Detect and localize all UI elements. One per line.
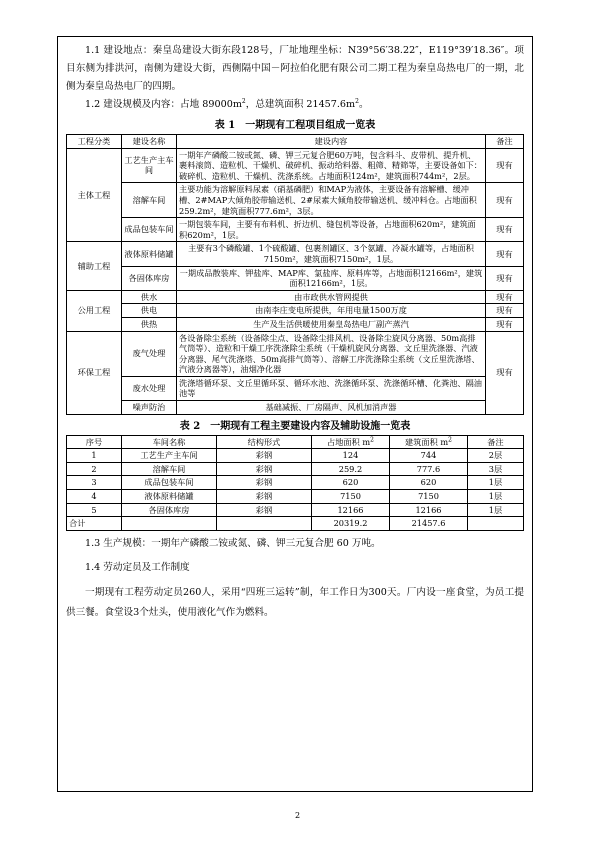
cell: 7150 [312, 490, 390, 504]
category-cell: 环保工程 [67, 331, 122, 414]
cell: 12166 [312, 503, 390, 517]
total-label: 合计 [67, 517, 122, 531]
table-row [67, 331, 524, 376]
cell: 777.6 [390, 462, 468, 476]
content-cell: 生产及生活供暖使用秦皇岛热电厂副产蒸汽 [177, 317, 486, 331]
sup-2: 2 [448, 435, 452, 443]
table2-header-cell [312, 435, 390, 449]
table2-header-cell [390, 435, 468, 449]
name-cell: 供水 [122, 290, 177, 304]
content-cell: 洗涤塔循环泵、文丘里循环泵、循环水池、洗涤循环泵、洗涤循环槽、化粪池、隔油池等 [177, 376, 486, 400]
name-cell: 成品包装车间 [122, 218, 177, 242]
note-cell: 现有 [486, 317, 524, 331]
total-land-area: 20319.2 [312, 517, 390, 531]
cell: 成品包装车间 [122, 476, 217, 490]
name-cell: 噪声防治 [122, 401, 177, 415]
sup-2: 2 [370, 435, 374, 443]
note-cell: 现有 [486, 183, 524, 218]
cell: 工艺生产主车间 [122, 449, 217, 463]
table-row [67, 401, 524, 415]
table-row [67, 449, 524, 463]
table-row [67, 317, 524, 331]
cell: 液体原料储罐 [122, 490, 217, 504]
cell: 744 [390, 449, 468, 463]
table-row [67, 304, 524, 318]
content-cell: 一期包装车间，主要有布料机、折边机、缝包机等设备，占地面积620m²，建筑面积620m²，1层。 [177, 218, 486, 242]
table2-total-row [67, 517, 524, 531]
cell: 4 [67, 490, 122, 504]
cell: 620 [390, 476, 468, 490]
cell: 5 [67, 503, 122, 517]
cell: 各固体库房 [122, 503, 217, 517]
sup-2: 2 [241, 97, 246, 105]
content-cell: 由南李庄变电所提供，年用电量1500万度 [177, 304, 486, 318]
para-labor-title: 1.4 劳动定员及工作制度 [85, 561, 190, 573]
table-row [67, 148, 524, 183]
table2-header-row [67, 435, 524, 449]
category-cell: 公用工程 [67, 290, 122, 331]
name-cell: 废水处理 [122, 376, 177, 400]
para-production: 1.3 生产规模：一期年产磷酸二铵或氮、磷、钾三元复合肥 60 万吨。 [85, 537, 381, 549]
cell: 1层 [468, 490, 524, 504]
cell: 1层 [468, 503, 524, 517]
para-labor: 一期现有工程劳动定员260人，采用“四班三运转”制，年工作日为300天。厂内设一座食堂，为员工提供三餐。食堂设3个灶头，使用液化气作为燃料。 [66, 586, 524, 618]
cell: 620 [312, 476, 390, 490]
content-cell: 主要有3个磷酸罐、1个硫酸罐、包裹剂罐区、3个氨罐、冷凝水罐等，占地面积7150m²，建筑面积7150m²，1层。 [177, 242, 486, 266]
name-cell: 各固体库房 [122, 266, 177, 290]
table1-header-cell: 备注 [486, 135, 524, 149]
content-cell: 一期成品散装库、钾盐库、MAP库、氯盐库、原料库等，占地面积12166m²，建筑面积12166m²，1层。 [177, 266, 486, 290]
note-cell: 现有 [486, 290, 524, 304]
table-row [67, 490, 524, 504]
content-cell: 由市政供水管网提供 [177, 290, 486, 304]
cell: 3层 [468, 462, 524, 476]
cell: 彩钢 [217, 503, 312, 517]
name-cell: 工艺生产主车间 [122, 148, 177, 183]
table1-header-cell: 工程分类 [67, 135, 122, 149]
table-row [67, 476, 524, 490]
para-location: 1.1 建设地点：秦皇岛建设大街东段128号，厂址地理坐标：N39°56′38.22″，E119°39′18.36″。项目东侧为排洪河，南侧为建设大街，西侧隔中国－阿拉伯化肥有限公司二期工程为秦皇岛热电厂的一期，北侧为秦皇岛热电厂的四期。 [66, 45, 524, 92]
name-cell: 供热 [122, 317, 177, 331]
table-row [67, 462, 524, 476]
note-cell: 现有 [486, 218, 524, 242]
total-building-area: 21457.6 [390, 517, 468, 531]
name-cell: 供电 [122, 304, 177, 318]
table-row [67, 242, 524, 266]
header-text: 占地面积 m [327, 436, 371, 447]
cell: 1层 [468, 476, 524, 490]
table-row [67, 183, 524, 218]
table2-header-cell: 车间名称 [122, 435, 217, 449]
cell [217, 517, 312, 531]
name-cell: 液体原料储罐 [122, 242, 177, 266]
cell: 彩钢 [217, 476, 312, 490]
cell: 124 [312, 449, 390, 463]
cell: 1 [67, 449, 122, 463]
cell: 彩钢 [217, 462, 312, 476]
note-cell: 现有 [486, 242, 524, 266]
para-scale [66, 96, 524, 114]
scale-text-3: 。 [358, 99, 369, 110]
table2-header-cell: 结构形式 [217, 435, 312, 449]
cell: 溶解车间 [122, 462, 217, 476]
table-row [67, 290, 524, 304]
table1-header-cell: 建设内容 [177, 135, 486, 149]
scale-text-2: ，总建筑面积 21457.6m [245, 99, 356, 110]
cell: 彩钢 [217, 490, 312, 504]
table2-header-cell: 备注 [468, 435, 524, 449]
cell: 259.2 [312, 462, 390, 476]
content-cell: 基础减振、厂房隔声、风机加消声器 [177, 401, 486, 415]
table1 [66, 134, 524, 415]
scale-text-1: 1.2 建设规模及内容：占地 89000m [85, 99, 242, 110]
name-cell: 溶解车间 [122, 183, 177, 218]
header-text: 建筑面积 m [405, 436, 449, 447]
category-cell: 辅助工程 [67, 242, 122, 290]
table2-caption: 表 2 一期现有工程主要建设内容及辅助设施一览表 [179, 420, 411, 432]
table-row [67, 376, 524, 400]
document-body [66, 42, 524, 623]
table1-header-cell: 建设名称 [122, 135, 177, 149]
content-cell: 各设备除尘系统（设备除尘点、设备除尘排风机、设备除尘旋风分离器、50m高排气筒等）、造粒和干燥工序洗涤除尘系统（干燥机旋风分离器、文丘里洗涤器、汽液分离器、尾气洗涤塔、50m高排气筒等）、溶解工序洗涤除尘系统（文丘里洗涤塔、汽液分离器等），油烟净化器 [177, 331, 486, 376]
cell: 彩钢 [217, 449, 312, 463]
cell [122, 517, 217, 531]
cell: 7150 [390, 490, 468, 504]
table2 [66, 435, 524, 531]
cell: 2 [67, 462, 122, 476]
page-number: 2 [294, 811, 301, 820]
note-cell: 现有 [486, 148, 524, 183]
cell: 3 [67, 476, 122, 490]
category-cell: 主体工程 [67, 148, 122, 242]
name-cell: 废气处理 [122, 331, 177, 376]
cell: 2层 [468, 449, 524, 463]
note-cell: 现有 [486, 304, 524, 318]
table2-header-cell: 序号 [67, 435, 122, 449]
table-row [67, 218, 524, 242]
content-cell: 主要功能为溶解原料尿素（硝基磷肥）和MAP为液体，主要设备有溶解槽、缓冲槽、2#MAP大倾角胶带输送机、2#尿素大倾角胶带输送机、缓冲料仓。占地面积259.2m²，建筑面积777.6m²，3层。 [177, 183, 486, 218]
note-cell: 现有 [486, 266, 524, 290]
table1-header-row [67, 135, 524, 149]
cell: 12166 [390, 503, 468, 517]
note-cell: 现有 [486, 331, 524, 414]
sup-2: 2 [355, 97, 359, 105]
table1-caption: 表 1 一期现有工程项目组成一览表 [214, 120, 376, 131]
table-row [67, 266, 524, 290]
table-row [67, 503, 524, 517]
content-cell: 一期年产磷酸二铵或氮、磷、钾三元复合肥60万吨，包含料斗、皮带机、提升机、裹料滚筒、造粒机、干燥机、破碎机、振动给料器、粗筛、精筛等，主要设备如下：破碎机、造粒机、干燥机、洗涤系统。占地面积124m²，建筑面积744m²，2层。 [177, 148, 486, 183]
cell [468, 517, 524, 531]
